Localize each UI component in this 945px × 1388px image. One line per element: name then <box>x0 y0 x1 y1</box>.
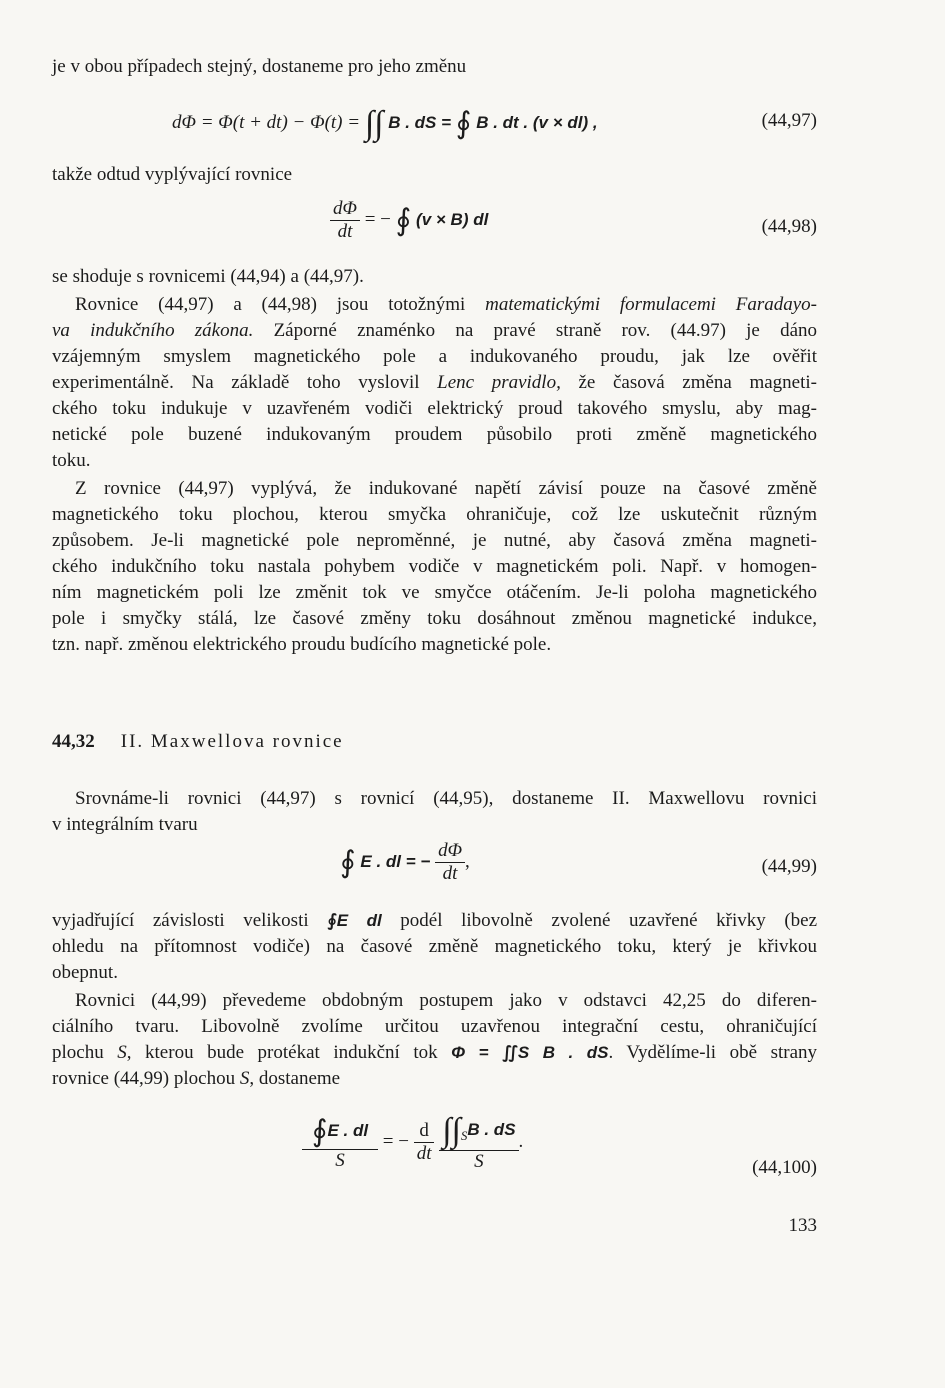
text-line <box>52 1066 817 1092</box>
equation-44-98 <box>330 198 488 243</box>
italic-span: va indukčního zákona. <box>52 320 254 341</box>
text-span: . Vydělíme-li obě strany <box>608 1042 817 1063</box>
inline-math: Φ = ∬S B . dS <box>451 1043 609 1062</box>
text-line <box>52 318 817 344</box>
text-line: netické pole buzené indukovaným proudem působilo proti změně magnetického <box>52 424 817 445</box>
text-line: ciálního tvaru. Libovolně zvolíme určitou uzavřenou integrační cestu, ohraničující <box>52 1016 817 1037</box>
text-line <box>52 370 817 396</box>
italic-span: S <box>239 1068 250 1089</box>
text-line: ckého toku indukuje v uzavřeném vodiči elektrický proud takového smyslu, aby mag- <box>52 398 817 419</box>
text-span: rovnice (44,99) plochou <box>52 1068 240 1089</box>
double-integral-sign: ∫∫ <box>364 105 384 142</box>
equation-44-99 <box>340 840 470 885</box>
fraction <box>330 198 360 243</box>
contour-integral-sign: ∮ <box>311 1114 328 1148</box>
italic-span: S <box>117 1042 127 1063</box>
denominator: S <box>439 1150 518 1173</box>
text-line: toku. <box>52 450 91 471</box>
punctuation: , <box>465 850 470 872</box>
numerator <box>302 1114 378 1149</box>
inline-math: ∮E dl <box>327 911 382 930</box>
equation-number: (44,98) <box>761 216 817 237</box>
text-span: Záporné znaménko na pravé straně rov. (44.97) je dáno <box>253 320 818 341</box>
equation-number: (44,100) <box>752 1157 817 1178</box>
text-line: Rovnici (44,99) převedeme obdobným postupem jako v odstavci 42,25 do diferen- <box>75 990 817 1011</box>
text-line: je v obou případech stejný, dostaneme pro jeho změnu <box>52 56 467 77</box>
text-line: vzájemným smyslem magnetického pole a indukovaného proudu, jak lze ověřit <box>52 346 817 367</box>
fraction <box>439 1112 518 1173</box>
contour-integral-sign: ∮ <box>340 845 356 879</box>
text-line <box>75 292 817 318</box>
eq-term: B . dt . (v × dl) , <box>476 113 598 132</box>
text-line: ním magnetickém poli lze změnit tok ve smyčce otáčením. Je-li poloha magnetického <box>52 582 817 603</box>
text-line: ckého indukčního toku nastala pohybem vodiče v magnetickém poli. Např. v homogen- <box>52 556 817 577</box>
integral-subscript: S <box>460 1127 468 1143</box>
page-number: 133 <box>788 1215 817 1236</box>
eq-operator: = − <box>364 208 391 230</box>
text-span: vyjadřující závislosti velikosti <box>52 910 328 931</box>
section-title: II. Maxwellova rovnice <box>120 731 344 752</box>
eq-lhs: dΦ = Φ(t + dt) − Φ(t) = <box>172 112 361 133</box>
denominator: S <box>302 1149 378 1172</box>
equation-number: (44,97) <box>761 110 817 131</box>
text-line: v integrálním tvaru <box>52 814 198 835</box>
text-line: ohledu na přítomnost vodiče) na časové změně magnetického toku, který je křivkou <box>52 936 817 957</box>
text-span: že časová změna magneti- <box>560 372 817 393</box>
italic-span: Lenc pravidlo, <box>437 372 561 393</box>
text-line: takže odtud vyplývající rovnice <box>52 164 293 185</box>
contour-integral-sign: ∮ <box>395 203 412 237</box>
section-heading <box>52 731 344 753</box>
text-span: , kterou bude protékat indukční tok <box>126 1042 452 1063</box>
fraction <box>414 1120 435 1165</box>
text-span: podél libovolně zvolené uzavřené křivky (bez <box>381 910 818 931</box>
text-line: Z rovnice (44,97) vyplývá, že indukované napětí závisí pouze na časové změně <box>75 478 817 499</box>
numerator: dΦ <box>333 198 357 219</box>
fraction <box>302 1114 378 1172</box>
text-line <box>52 1040 817 1066</box>
text-span: experimentálně. Na základě toho vyslovil <box>52 372 438 393</box>
italic-span: matematickými formulacemi Faradayo- <box>485 294 818 315</box>
eq-term: (v × B) dl <box>416 209 489 229</box>
contour-integral-sign: ∮ <box>455 107 472 140</box>
text-line: tzn. např. změnou elektrického proudu budícího magnetické pole. <box>52 634 552 655</box>
text-line: pole i smyčky stálá, lze časové změny toku dosáhnout změnou magnetické indukce, <box>52 608 817 629</box>
equation-44-97 <box>172 105 598 143</box>
denominator: dt <box>330 220 360 243</box>
text-line: magnetického toku plochou, kterou smyčka ohraničuje, což lze uskutečnit různým <box>52 504 817 525</box>
section-number: 44,32 <box>52 731 95 752</box>
numerator <box>439 1112 518 1150</box>
denominator: dt <box>414 1142 435 1165</box>
text-span: Rovnice (44,97) a (44,98) jsou totožnými <box>75 294 486 315</box>
text-line <box>52 908 817 934</box>
numerator: d <box>419 1120 429 1141</box>
fraction <box>435 840 465 885</box>
eq-term: B . dS = <box>388 113 452 132</box>
text-line: způsobem. Je-li magnetické pole neproměnné, je nutné, aby časová změna magneti- <box>52 530 817 551</box>
text-line: obepnut. <box>52 962 118 983</box>
punctuation: . <box>518 1130 524 1152</box>
double-integral-sign: ∫∫ <box>442 1112 461 1149</box>
eq-term: E . dl <box>327 1120 369 1140</box>
text-line: se shoduje s rovnicemi (44,94) a (44,97). <box>52 266 364 287</box>
equation-number: (44,99) <box>761 856 817 877</box>
eq-term: E . dl = − <box>360 851 431 871</box>
eq-operator: = − <box>382 1130 409 1152</box>
denominator: dt <box>435 862 465 885</box>
text-span: , dostaneme <box>249 1068 341 1089</box>
eq-term: B . dS <box>467 1120 516 1139</box>
equation-44-100 <box>302 1112 523 1173</box>
text-line: Srovnáme-li rovnici (44,97) s rovnicí (44,95), dostaneme II. Maxwellovu rovnici <box>75 788 817 809</box>
text-span: plochu <box>52 1042 118 1063</box>
numerator: dΦ <box>438 840 463 861</box>
